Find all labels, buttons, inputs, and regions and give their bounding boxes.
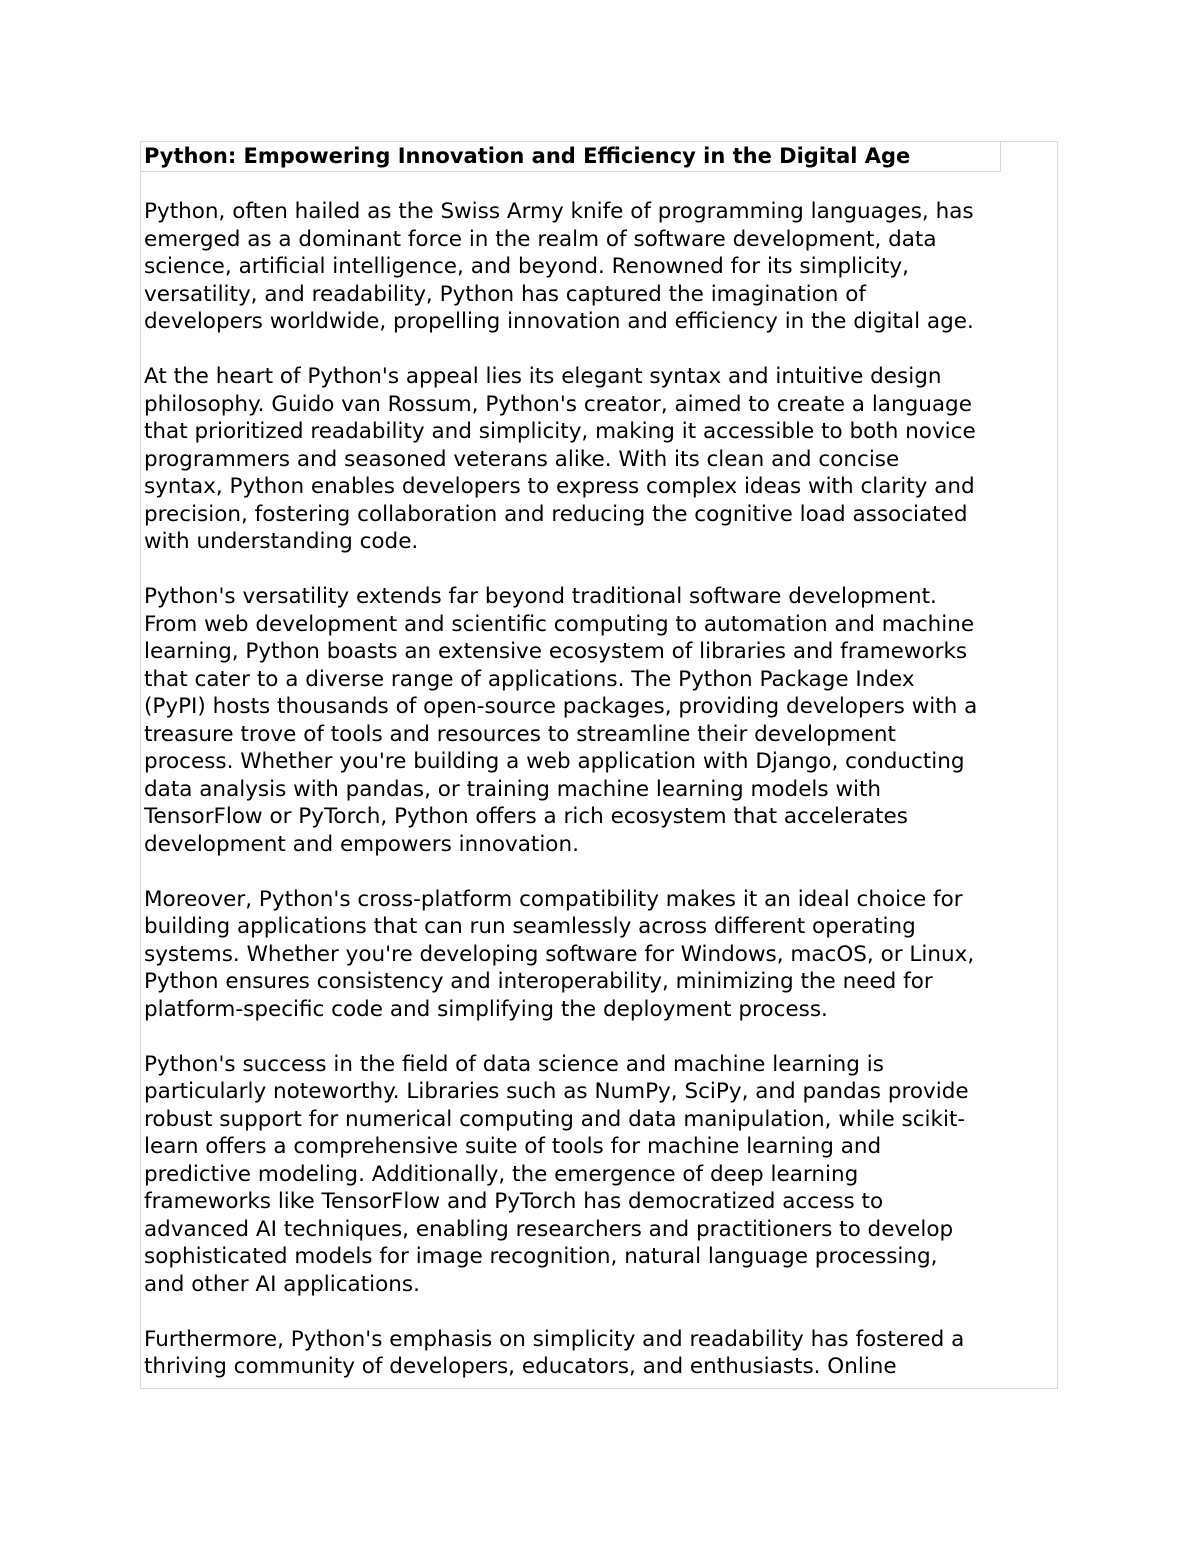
paragraph-6: Furthermore, Python's emphasis on simplicity and readability has fostered a thriving community of developers, educators, and enthusiasts. Online (144, 1326, 965, 1379)
document-page (140, 141, 1058, 1389)
document-body (144, 198, 1055, 1389)
paragraph-1: Python, often hailed as the Swiss Army knife of programming languages, has emerged as a dominant force in the realm of software development, data science, artificial intelligence, and beyond. Renowned for its simplicity, versatility, and readability, Python has captured the imagination of developers worldwide, propelling innovation and efficiency in the digital age. (144, 199, 974, 334)
document-title: Python: Empowering Innovation and Efficiency in the Digital Age (144, 144, 911, 168)
paragraph-5: Python's success in the field of data science and machine learning is particularly noteworthy. Libraries such as NumPy, SciPy, and pandas provide robust support for numerical computing and data manipulation, while scikit- learn offers a comprehensive suite of tools for machine learning and predictive modeling. Additionally, the emergence of deep learning frameworks like TensorFlow and PyTorch has democratized access to advanced AI techniques, enabling researchers and practitioners to develop sophisticated models for image recognition, natural language processing, and other AI applications. (144, 1051, 969, 1297)
paragraph-4: Moreover, Python's cross-platform compatibility makes it an ideal choice for building applications that can run seamlessly across different operating systems. Whether you're developing software for Windows, macOS, or Linux, Python ensures consistency and interoperability, minimizing the need for platform-specific code and simplifying the deployment process. (144, 886, 975, 1022)
paragraph-3: Python's versatility extends far beyond traditional software development. From web development and scientific computing to automation and machine learning, Python boasts an extensive ecosystem of libraries and frameworks that cater to a diverse range of applications. The Python Package Index (PyPI) hosts thousands of open-source packages, providing developers with a treasure trove of tools and resources to streamline their development process. Whether you're building a web application with Django, conducting data analysis with pandas, or training machine learning models with TensorFlow or PyTorch, Python offers a rich ecosystem that accelerates development and empowers innovation. (144, 584, 978, 857)
paragraph-2: At the heart of Python's appeal lies its elegant syntax and intuitive design philosophy. Guido van Rossum, Python's creator, aimed to create a language that prioritized readability and simplicity, making it accessible to both novice programmers and seasoned veterans alike. With its clean and concise syntax, Python enables developers to express complex ideas with clarity and precision, fostering collaboration and reducing the cognitive load associated with understanding code. (144, 364, 976, 554)
title-cell (140, 141, 1001, 172)
